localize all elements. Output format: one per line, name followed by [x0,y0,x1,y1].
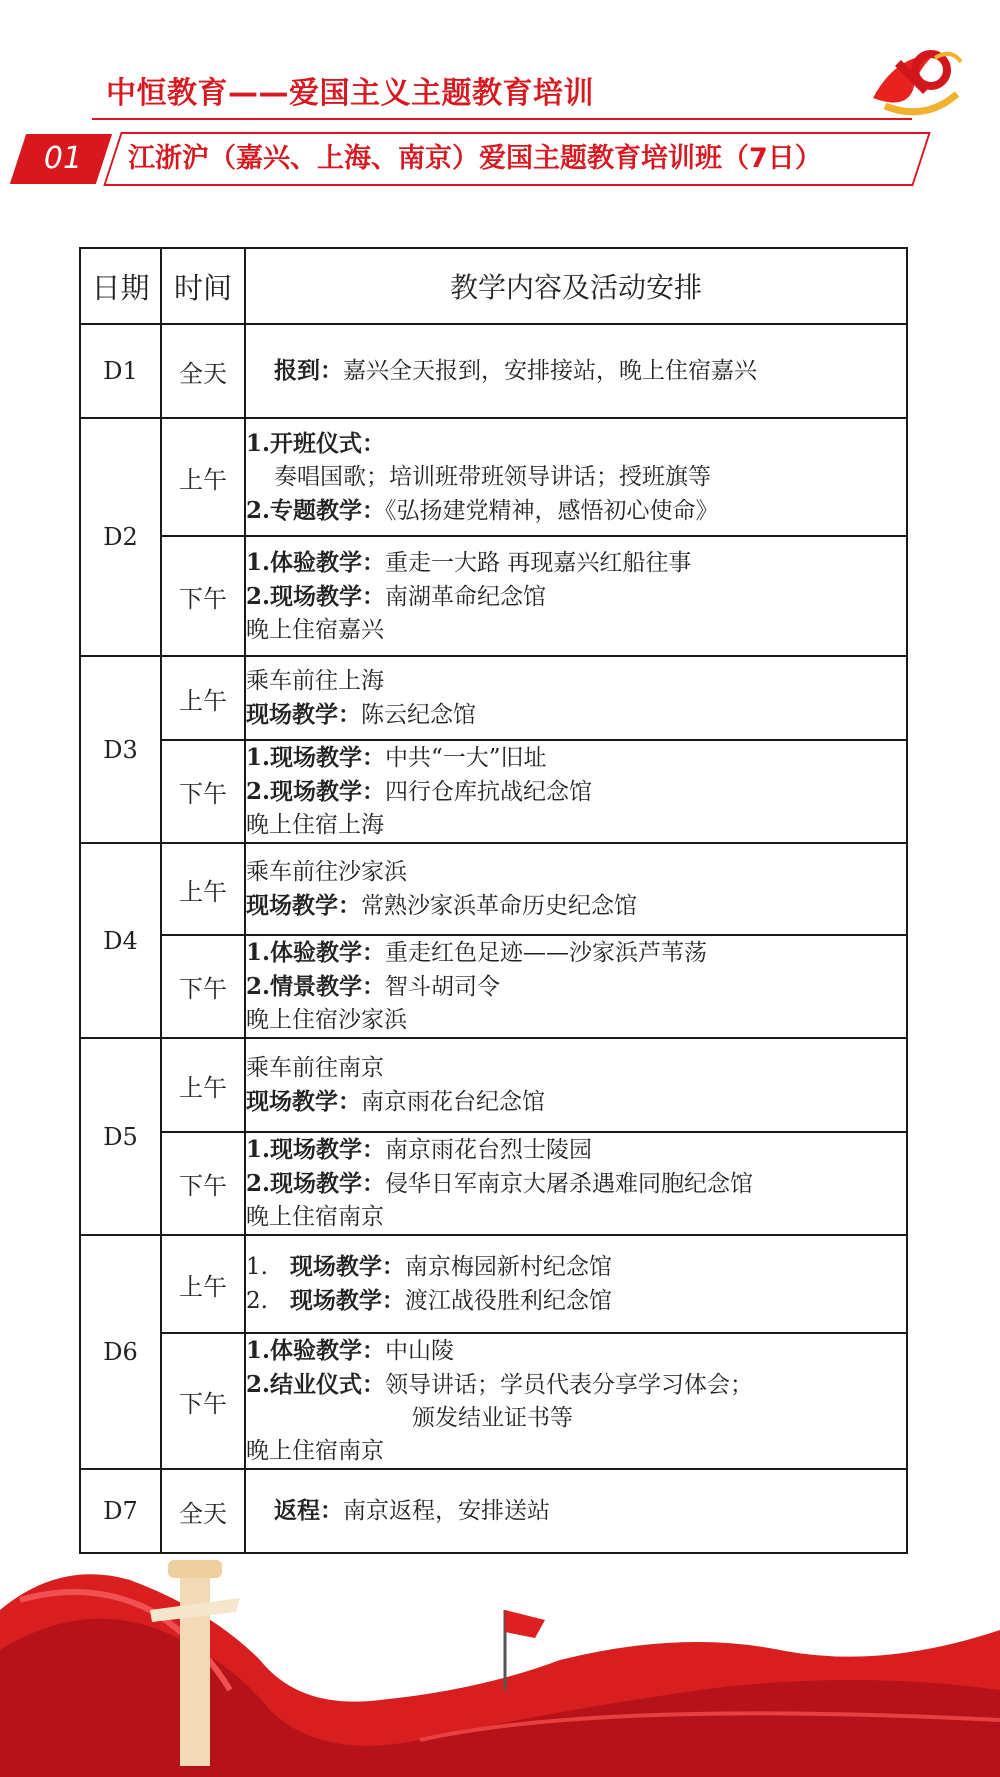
content-cell [245,935,907,1038]
content-text: 常熟沙家浜革命历史纪念馆 [361,892,637,919]
header-date: 日期 [80,248,161,324]
header-content: 教学内容及活动安排 [245,248,907,324]
content-cell [245,843,907,935]
content-label: 返程： [274,1497,343,1524]
content-label: 2.专题教学： [246,496,386,524]
day-cell: D4 [80,843,161,1038]
content-number: 1. [246,1254,268,1280]
content-cell [245,536,907,656]
content-label: 现场教学： [289,1287,405,1314]
period-cell: 上午 [161,418,245,536]
content-text: 晚上住宿南京 [246,1204,384,1230]
day-cell: D7 [80,1469,161,1553]
table-row-d2-pm [80,536,907,656]
table-header-row [80,248,907,324]
content-label: 现场教学： [246,891,361,919]
content-text: 晚上住宿嘉兴 [246,616,384,643]
content-text: 南京返程，安排送站 [343,1498,550,1524]
table-row-d3-pm [80,740,907,843]
period-cell: 下午 [161,935,245,1038]
table-row-d2-am [80,418,907,536]
content-label: 2.结业仪式： [246,1371,386,1398]
period-cell: 全天 [161,1469,245,1553]
content-text: 侵华日军南京大屠杀遇难同胞纪念馆 [385,1171,754,1197]
content-text: 陈云纪念馆 [361,701,476,728]
table-row-d4-am [80,843,907,935]
content-label: 1.开班仪式： [246,429,386,457]
period-cell: 下午 [161,740,245,843]
day-cell: D2 [80,418,161,656]
content-label: 2.现场教学： [246,582,386,610]
content-text: 智斗胡司令 [385,974,501,1000]
content-label: 1.现场教学： [246,744,386,771]
content-text: 《弘扬建党精神，感悟初心使命》 [385,497,719,524]
red-flag-banner [0,1540,1000,1777]
section-number: 01 [43,141,83,176]
content-text: 乘车前往上海 [246,667,384,694]
party-emblem-icon [865,36,965,122]
period-cell: 全天 [161,324,245,418]
content-text: 中山陵 [385,1338,455,1364]
content-text: 重走一大路 再现嘉兴红船往事 [385,549,692,576]
table-row-d5-am [80,1038,907,1132]
schedule-table [79,247,908,1554]
content-label: 1.体验教学： [246,939,386,966]
brand-underline [92,118,912,120]
period-cell: 上午 [161,1038,245,1132]
content-cell [245,1038,907,1132]
day-cell: D3 [80,656,161,843]
content-text: 乘车前往沙家浜 [246,858,407,885]
section-title: 江浙沪（嘉兴、上海、南京）爱国主题教育培训班（7日） [128,143,822,174]
table-row-d3-am [80,656,907,740]
content-text: 重走红色足迹——沙家浜芦苇荡 [385,940,708,966]
period-cell: 上午 [161,843,245,935]
content-label: 1.现场教学： [246,1136,386,1163]
table-row-d5-pm [80,1132,907,1235]
period-cell: 下午 [161,1333,245,1469]
content-label: 现场教学： [246,1087,361,1115]
table-row-d1 [80,324,907,418]
period-cell: 上午 [161,1235,245,1333]
content-text: 奏唱国歌；培训班带班领导讲话；授班旗等 [274,463,711,490]
content-text: 晚上住宿上海 [246,812,384,838]
period-cell: 下午 [161,536,245,656]
content-text: 晚上住宿南京 [246,1438,384,1464]
content-number: 2. [246,1288,268,1314]
content-label: 报到： [274,357,343,384]
content-text: 渡江战役胜利纪念馆 [404,1288,612,1314]
content-label: 2.现场教学： [246,1170,386,1197]
period-cell: 上午 [161,656,245,740]
day-cell: D1 [80,324,161,418]
content-text: 南京雨花台纪念馆 [361,1088,545,1115]
content-cell [245,324,907,418]
content-text: 晚上住宿沙家浜 [246,1007,407,1033]
content-cell [245,740,907,843]
content-label: 2.现场教学： [246,778,386,805]
content-cell [245,1132,907,1235]
content-text: 中共“一大”旧址 [385,745,547,771]
content-text: 乘车前往南京 [246,1054,384,1081]
content-label: 1.体验教学： [246,1337,386,1364]
content-label: 2.情景教学： [246,973,386,1000]
content-label: 现场教学： [246,700,361,728]
content-text: 南湖革命纪念馆 [385,583,547,610]
content-text: 四行仓库抗战纪念馆 [385,779,593,805]
day-cell: D6 [80,1235,161,1469]
table-row-d4-pm [80,935,907,1038]
table-row-d6-am [80,1235,907,1333]
header-time: 时间 [161,248,245,324]
content-cell [245,656,907,740]
period-cell: 下午 [161,1132,245,1235]
content-cell [245,1235,907,1333]
table-row-d6-pm [80,1333,907,1469]
content-cell [245,418,907,536]
content-label: 现场教学： [289,1253,405,1280]
brand-title: 中恒教育——爱国主义主题教育培训 [106,76,594,111]
content-cell [245,1333,907,1469]
content-text: 南京雨花台烈士陵园 [385,1137,593,1163]
day-cell: D5 [80,1038,161,1235]
content-text: 颁发结业证书等 [412,1405,573,1431]
content-text: 嘉兴全天报到，安排接站，晚上住宿嘉兴 [343,358,757,384]
content-text: 南京梅园新村纪念馆 [404,1254,612,1280]
content-text: 领导讲话；学员代表分享学习体会； [385,1372,754,1398]
content-label: 1.体验教学： [246,548,386,576]
